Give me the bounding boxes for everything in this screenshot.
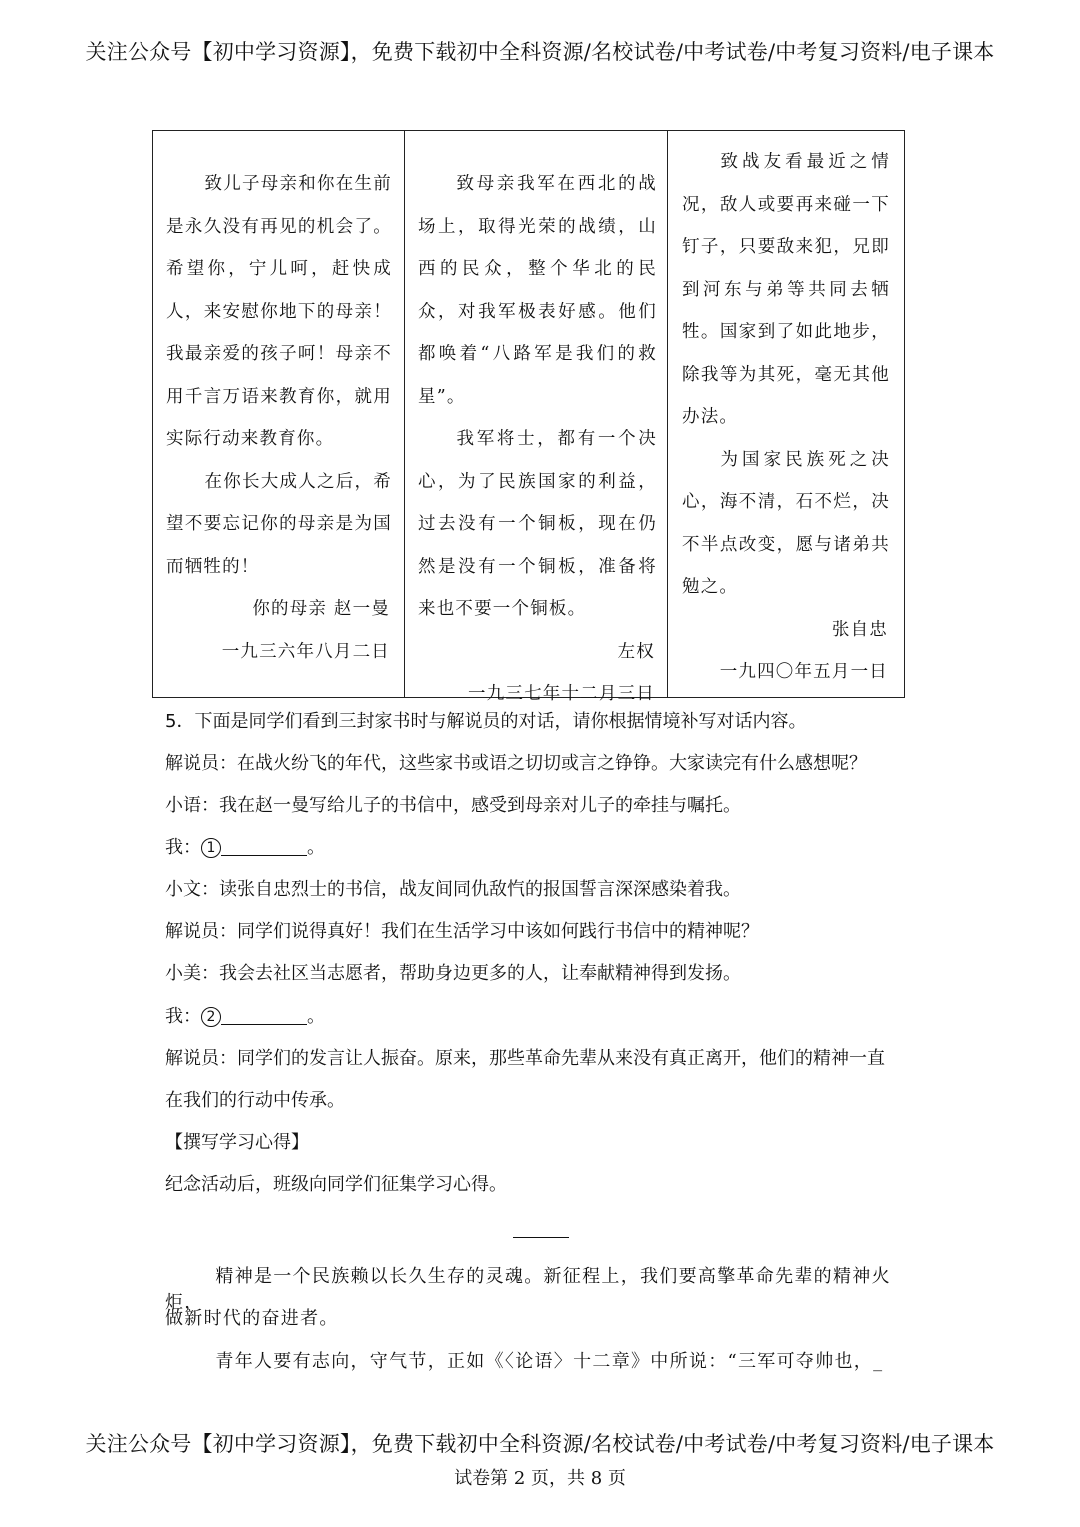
- letters-table: [152, 130, 905, 704]
- letter-zhao-yiman: [153, 131, 405, 697]
- letter-paragraph: 我军将士，都有一个决心，为了民族国家的利益，过去没有一个铜板，现在仍然是没有一个铜板，准备将来也不要一个铜板。: [418, 429, 657, 619]
- letter-signature: 左权: [617, 641, 655, 662]
- circle-number-1: 1: [201, 838, 221, 858]
- dialogue-line: 小文：读张自忠烈士的书信，战友间同仇敌忾的报国誓言深深感染着我。: [165, 879, 741, 900]
- dialogue-line: 在我们的行动中传承。: [165, 1090, 345, 1111]
- dialogue-line: 解说员：同学们的发言让人振奋。原来，那些革命先辈从来没有真正离开，他们的精神一直: [165, 1048, 885, 1069]
- question-stem: 5．下面是同学们看到三封家书时与解说员的对话，请你根据情境补写对话内容。: [165, 711, 807, 732]
- essay-line: 精神是一个民族赖以长久生存的灵魂。新征程上，我们要高擎革命先辈的精神火炬，: [165, 1266, 891, 1313]
- letter-zhang-zizhong: [668, 131, 904, 697]
- essay-title-blank[interactable]: [513, 1237, 569, 1238]
- section-title: 【撰写学习心得】: [165, 1132, 309, 1153]
- answer-line-1: [165, 834, 925, 862]
- section-intro: 纪念活动后，班级向同学们征集学习心得。: [165, 1174, 507, 1195]
- dialogue-line: 小美：我会去社区当志愿者，帮助身边更多的人，让奉献精神得到发扬。: [165, 963, 741, 984]
- letter-zuo-quan: [405, 131, 668, 704]
- essay-line: 做新时代的奋进者。: [165, 1308, 339, 1329]
- circle-number-2: 2: [201, 1007, 221, 1027]
- letter-paragraph: 致母亲我军在西北的战场上，取得光荣的战绩，山西的民众，整个华北的民众，对我军极表好感。他们都唤着“八路军是我们的救星”。: [418, 174, 657, 407]
- letter-date: 一九三六年八月二日: [221, 641, 390, 662]
- letter-signature: 张自忠: [831, 619, 888, 640]
- header-banner: 关注公众号【初中学习资源】，免费下载初中全科资源/名校试卷/中考试卷/中考复习资料/电子课本: [85, 40, 995, 64]
- letter-paragraph: 为国家民族死之决心，海不清，石不烂，决不半点改变，愿与诸弟共勉之。: [682, 449, 890, 597]
- footer-banner: 关注公众号【初中学习资源】，免费下载初中全科资源/名校试卷/中考试卷/中考复习资料/电子课本: [85, 1432, 995, 1456]
- letter-signature: 你的母亲 赵一曼: [252, 599, 390, 619]
- me-label: 我：: [165, 1006, 201, 1027]
- end-mark: 。: [307, 1006, 325, 1027]
- me-label: 我：: [165, 837, 201, 858]
- answer-line-2: [165, 1003, 925, 1031]
- dialogue-line: 解说员：在战火纷飞的年代，这些家书或语之切切或言之铮铮。大家读完有什么感想呢？: [165, 753, 867, 774]
- essay-line: 青年人要有志向，守气节，正如《〈论语〉十二章》中所说：“三军可夺帅也，_: [215, 1351, 884, 1372]
- page-number: 试卷第 2 页，共 8 页: [454, 1468, 626, 1489]
- end-mark: 。: [307, 837, 325, 858]
- answer-blank-1[interactable]: [221, 837, 307, 856]
- letter-paragraph: 致战友看最近之情况，敌人或要再来碰一下钉子，只要敌来犯，兄即到河东与弟等共同去牺牲。国家到了如此地步，除我等为其死，毫无其他办法。: [682, 152, 890, 427]
- dialogue-line: 小语：我在赵一曼写给儿子的书信中，感受到母亲对儿子的牵挂与嘱托。: [165, 795, 741, 816]
- letter-date: 一九四〇年五月一日: [719, 662, 888, 682]
- dialogue-line: 解说员：同学们说得真好！我们在生活学习中该如何践行书信中的精神呢？: [165, 921, 759, 942]
- letter-date: 一九三七年十二月三日: [468, 684, 655, 704]
- letter-paragraph: 在你长大成人之后，希望不要忘记你的母亲是为国而牺牲的！: [166, 471, 392, 577]
- answer-blank-2[interactable]: [221, 1006, 307, 1025]
- letter-paragraph: 致儿子母亲和你在生前是永久没有再见的机会了。希望你，宁儿呵，赶快成人，来安慰你地下的母亲！我最亲爱的孩子呵！母亲不用千言万语来教育你，就用实际行动来教育你。: [166, 174, 392, 449]
